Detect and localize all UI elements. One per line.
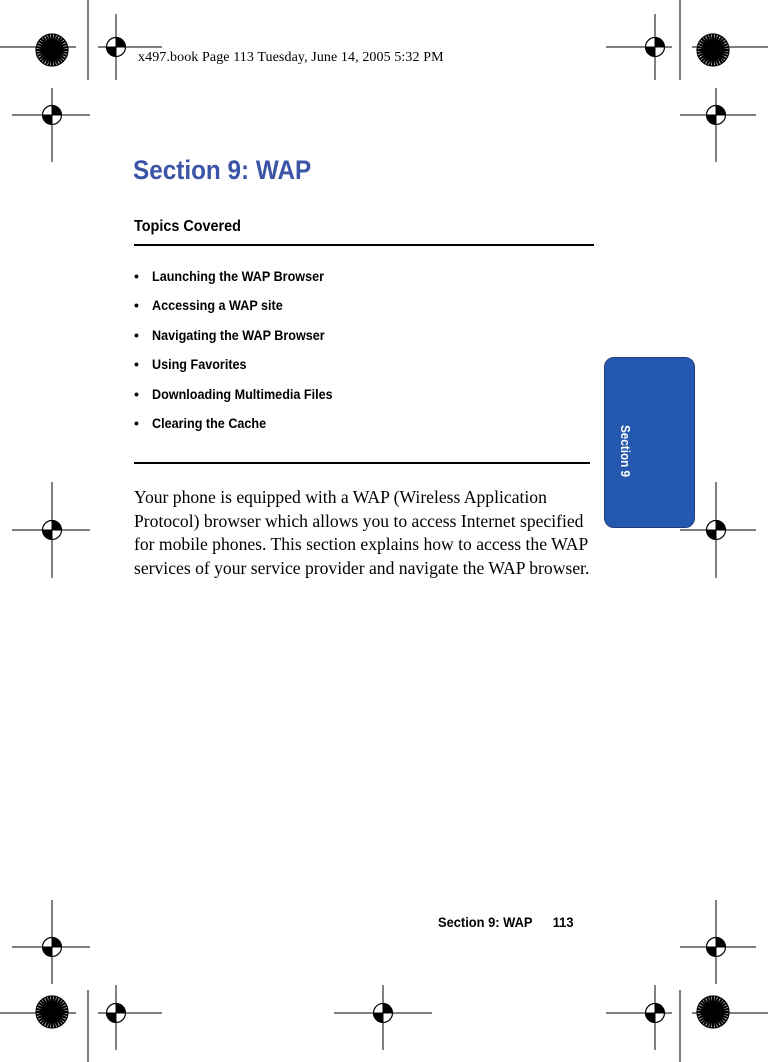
section-tab-label: Section 9 bbox=[618, 425, 633, 478]
footer-section-name: Section 9: WAP bbox=[438, 914, 533, 930]
print-stamp: x497.book Page 113 Tuesday, June 14, 2005 5:32 PM bbox=[138, 50, 444, 65]
topics-list bbox=[134, 268, 353, 444]
list-item bbox=[134, 297, 353, 326]
topics-heading: Topics Covered bbox=[134, 218, 241, 235]
list-item bbox=[134, 268, 353, 297]
topics-divider-top bbox=[134, 244, 594, 246]
page-title: Section 9: WAP bbox=[133, 155, 312, 185]
page-footer bbox=[438, 914, 573, 930]
topic-text: Downloading Multimedia Files bbox=[152, 385, 333, 402]
list-item bbox=[134, 386, 353, 415]
topic-text: Clearing the Cache bbox=[152, 414, 267, 431]
bullet-icon: • bbox=[134, 385, 139, 402]
list-item bbox=[134, 356, 353, 385]
bullet-icon: • bbox=[134, 326, 139, 343]
topic-text: Navigating the WAP Browser bbox=[152, 326, 325, 343]
topics-divider-bottom bbox=[134, 462, 590, 464]
intro-paragraph: Your phone is equipped with a WAP (Wireless Application Protocol) browser which allows you to access Internet specified for mobile phones. This section explains how to access the WAP services of your service provider and navigate the WAP browser. bbox=[134, 487, 590, 578]
list-item bbox=[134, 327, 353, 356]
list-item bbox=[134, 415, 353, 444]
bullet-icon: • bbox=[134, 414, 139, 431]
topic-text: Launching the WAP Browser bbox=[152, 268, 324, 284]
bullet-icon: • bbox=[134, 268, 139, 284]
page-number: 113 bbox=[552, 914, 574, 930]
topic-text: Accessing a WAP site bbox=[152, 297, 283, 314]
bullet-icon: • bbox=[134, 297, 139, 314]
topic-text: Using Favorites bbox=[152, 356, 247, 373]
bullet-icon: • bbox=[134, 356, 139, 373]
